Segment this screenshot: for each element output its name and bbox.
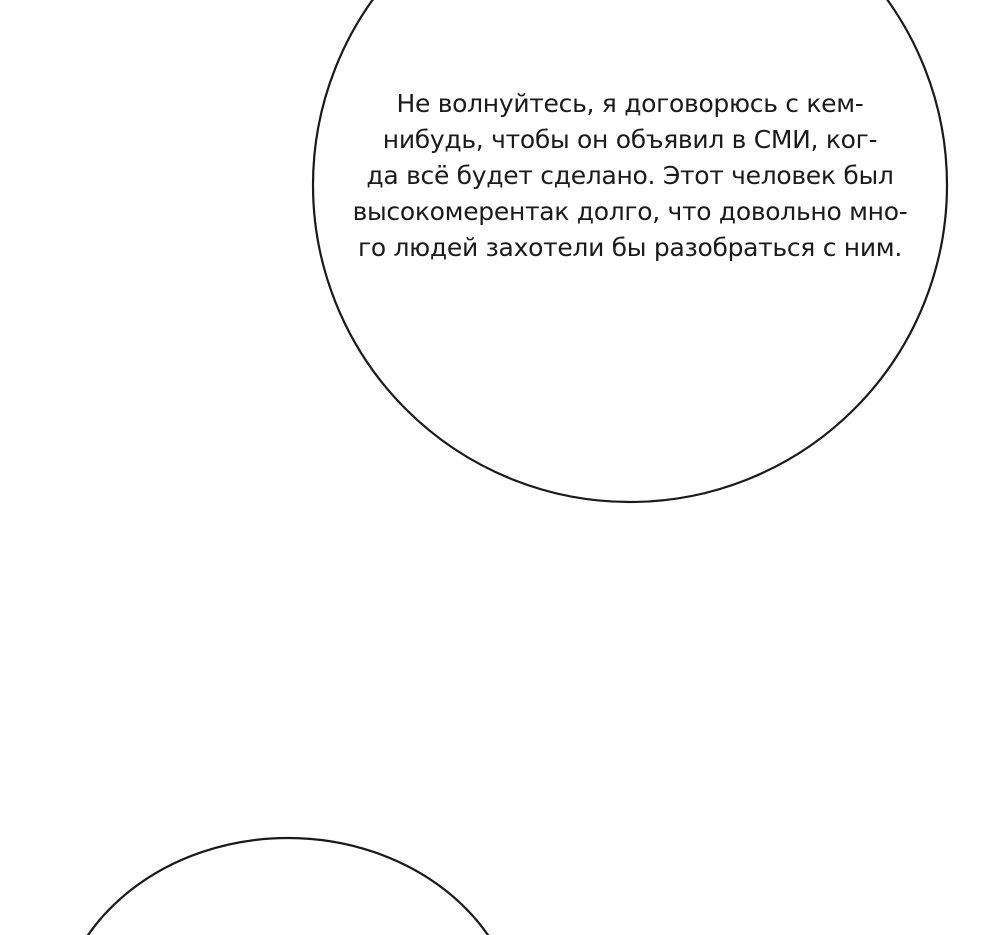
speech-line-2: нибудь, чтобы он объявил в СМИ, ког- bbox=[382, 125, 878, 154]
speech-line-3: да всё будет сделано. Этот человек был bbox=[366, 161, 894, 190]
speech-line-5: го людей захотели бы разобраться с ним. bbox=[358, 233, 902, 262]
speech-line-4: высокомерентак долго, что довольно мно- bbox=[352, 197, 908, 226]
lower-speech-bubble-outline bbox=[56, 838, 520, 935]
speech-bubble-text bbox=[300, 86, 960, 266]
speech-line-1: Не волнуйтесь, я договорюсь с кем- bbox=[396, 89, 864, 118]
